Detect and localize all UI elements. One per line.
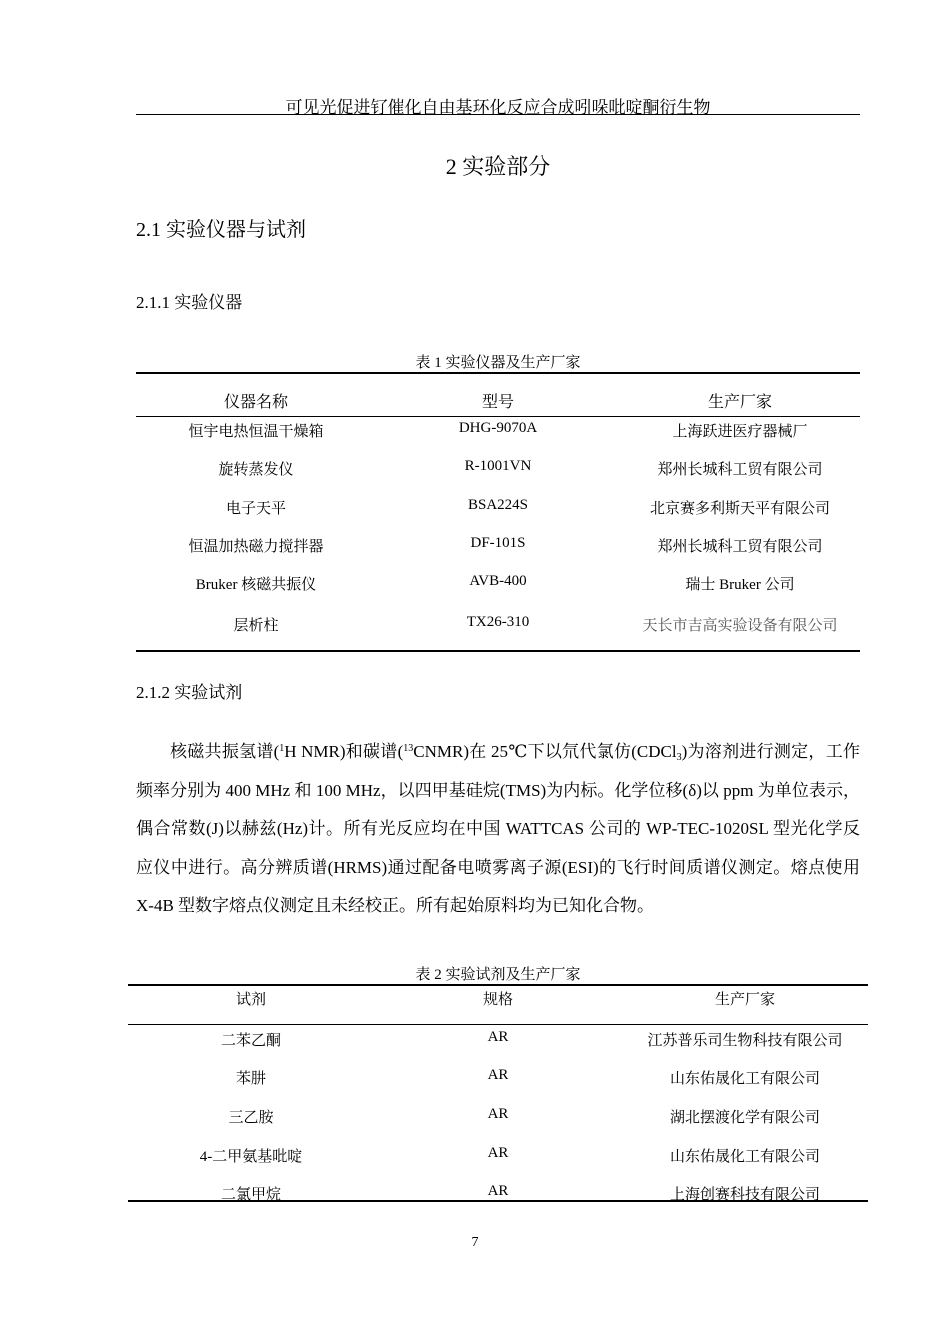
table-cell: 湖北摆渡化学有限公司 [669,1110,820,1126]
table2-caption: 表 2 实验试剂及生产厂家 [415,967,581,983]
table-cell: 恒宇电热恒温干燥箱 [188,424,324,440]
running-header: 可见光促进钌催化自由基环化反应合成吲哚吡啶酮衍生物 [285,98,711,117]
table1-header-cell: 型号 [481,394,514,411]
table1-header-cell: 仪器名称 [223,394,288,411]
table-cell: 山东佑晟化工有限公司 [669,1149,820,1165]
table2-header-cell: 试剂 [235,992,266,1008]
table-cell: 旋转蒸发仪 [218,462,294,478]
table-cell: 上海创赛科技有限公司 [669,1187,820,1203]
table-cell: AR [487,1106,509,1122]
table2-top-rule [128,984,868,986]
table-cell: 上海跃进医疗器械厂 [672,424,808,440]
table-cell: 三乙胺 [228,1110,274,1126]
table-cell: AR [487,1183,509,1199]
table2-bottom-rule [128,1200,868,1202]
table2-header-cell: 生产厂家 [714,992,775,1008]
subsection-title-reagents: 2.1.2 实验试剂 [136,683,243,702]
table-cell: 层析柱 [233,618,279,634]
table-cell: 郑州长城科工贸有限公司 [657,539,823,555]
table2-header-rule [128,1024,868,1025]
table-cell: 郑州长城科工贸有限公司 [657,462,823,478]
table2-header-cell: 规格 [482,992,513,1008]
table-cell: 4-二甲氨基吡啶 [199,1149,303,1165]
table1-top-rule [136,372,860,374]
table-cell: 山东佑晟化工有限公司 [669,1071,820,1087]
table-cell: 二苯乙酮 [220,1033,281,1049]
table-cell: 苯肼 [235,1071,266,1087]
table-cell: 恒温加热磁力搅拌器 [188,539,324,555]
table-cell: AR [487,1145,509,1161]
header-rule [136,114,860,115]
chapter-title: 2 实验部分 [445,154,551,179]
table-cell: 二氯甲烷 [220,1187,281,1203]
table-cell: Bruker 核磁共振仪 [195,577,317,593]
table-cell: 电子天平 [225,501,286,517]
section-title: 2.1 实验仪器与试剂 [136,219,306,241]
table-cell: 瑞士 Bruker 公司 [685,577,795,593]
table-cell: 江苏普乐司生物科技有限公司 [647,1033,843,1049]
table-cell: TX26-310 [466,614,530,630]
table-cell: DHG-9070A [458,420,538,436]
table-cell: R-1001VN [464,458,532,474]
subsection-title-instruments: 2.1.1 实验仪器 [136,293,243,312]
table-cell: AVB-400 [469,573,527,589]
table-cell: AR [487,1067,509,1083]
table1-caption: 表 1 实验仪器及生产厂家 [415,355,581,371]
table-cell: BSA224S [467,497,529,513]
table-cell: 北京赛多利斯天平有限公司 [649,501,830,517]
table-cell: AR [487,1029,509,1045]
page-number: 7 [471,1235,479,1250]
table1-header-cell: 生产厂家 [707,394,772,411]
table-cell: 天长市吉高实验设备有限公司 [642,618,838,634]
table1-bottom-rule [136,650,860,652]
table-cell: DF-101S [470,535,526,551]
table1-header-rule [136,416,860,417]
body-paragraph: 核磁共振氢谱($^1$H NMR)和碳谱($^{13}$CNMR)在 25℃下以氘代氯仿(CDCl$_3$)为溶剂进行测定，工作频率分别为 400 MHz 和 100 MHz，以四甲基硅烷(TMS)为内标。化学位移(δ)以 ppm 为单位表示，偶合常数(J)以赫兹(Hz)计。所有光反应均在中国 WATTCAS 公司的 WP-TEC-1020SL 型光化学反应仪中进行。高分辨质谱(HRMS)通过配备电喷雾离子源(ESI)的飞行时间质谱仪测定。熔点使用 X-4B 型数字熔点仪测定且未经校正。所有起始原料均为已知化合物。 [136,742,860,915]
